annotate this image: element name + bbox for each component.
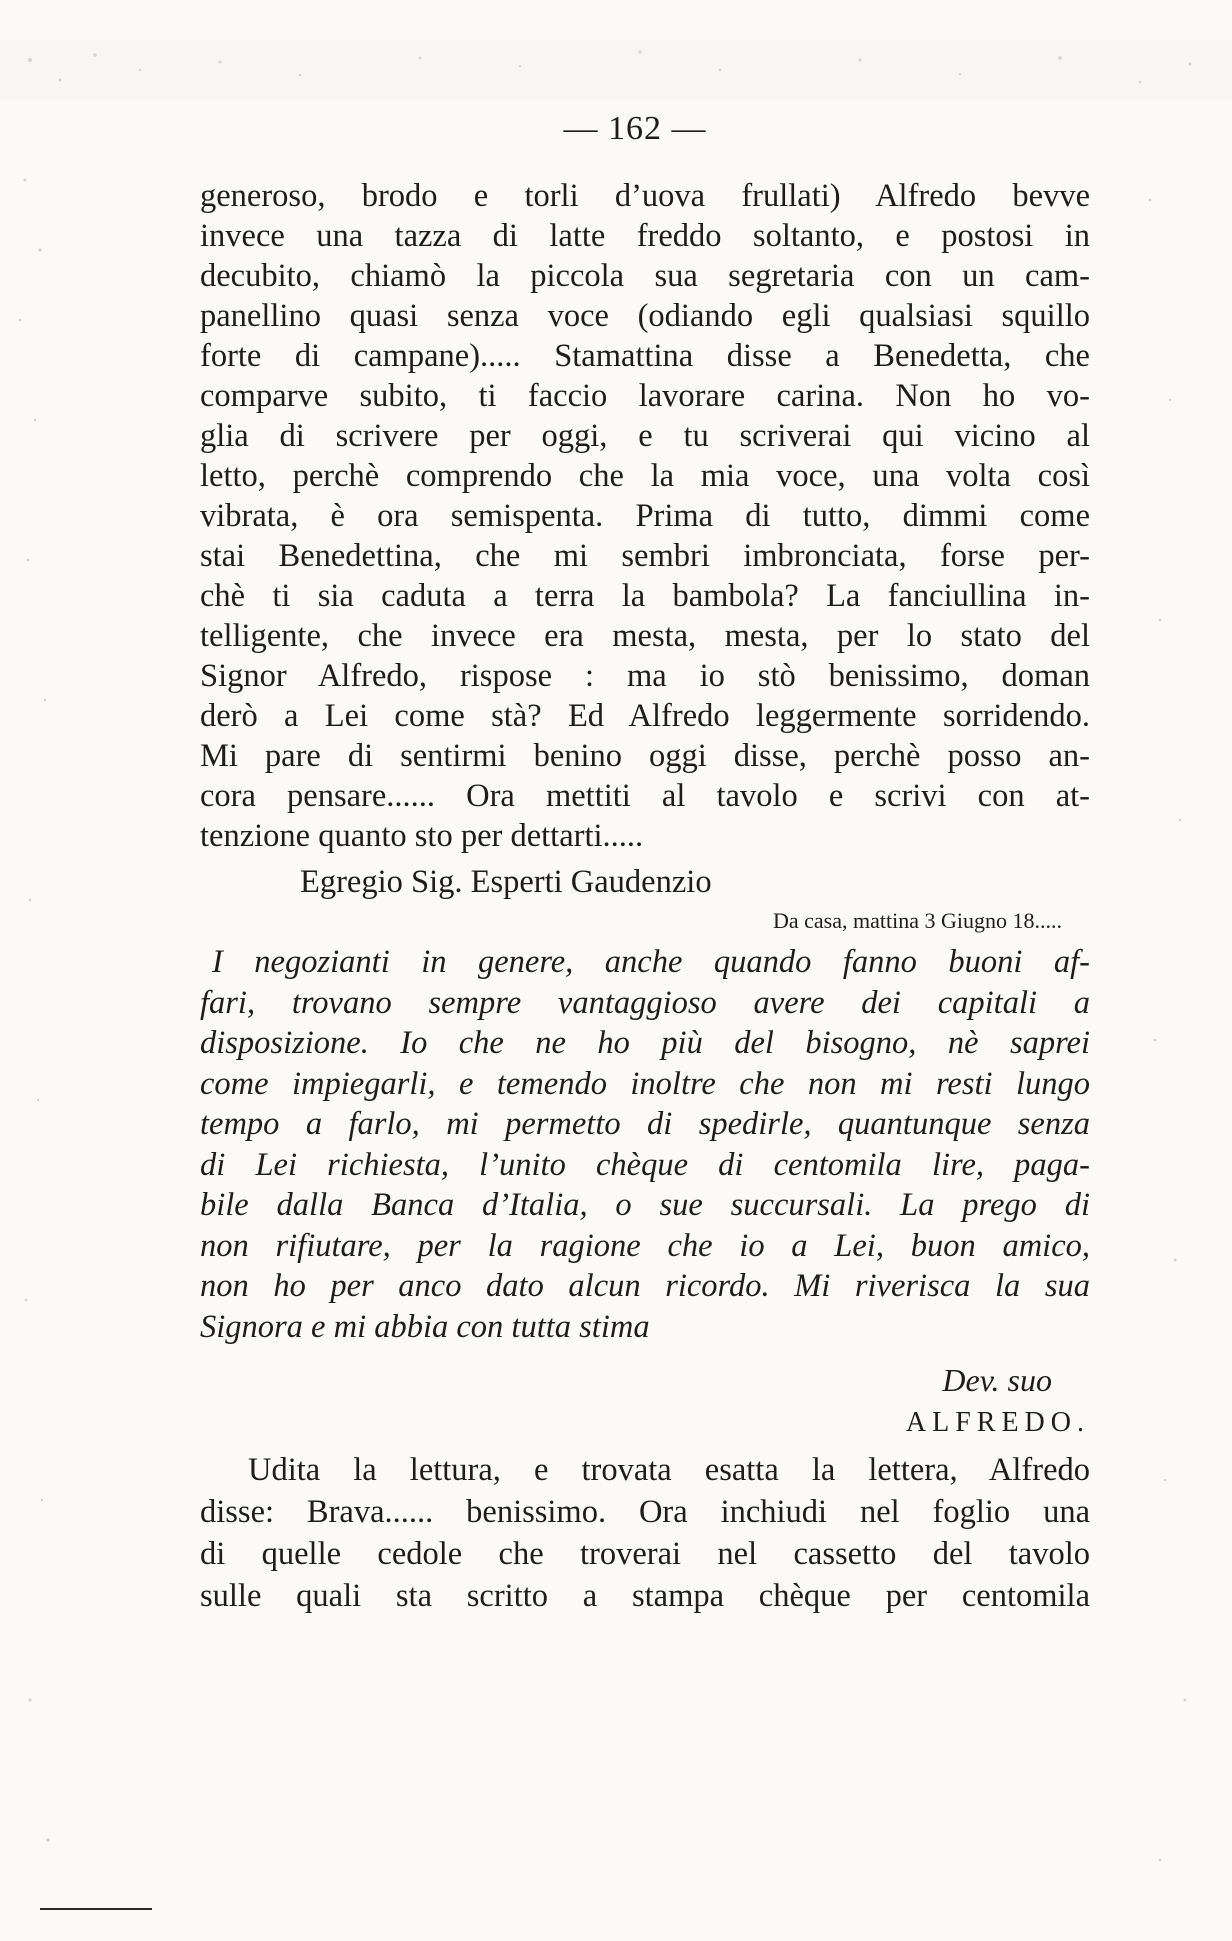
- letter-line: bile dalla Banca d’Italia, o sue succursali. La prego di: [200, 1187, 1090, 1223]
- text-line: tenzione quanto sto per dettarti.....: [200, 818, 644, 854]
- text-line: derò a Lei come stà? Ed Alfredo leggermente sorridendo.: [200, 698, 1090, 734]
- letter-line: I negozianti in genere, anche quando fanno buoni af-: [212, 944, 1090, 980]
- text-line: forte di campane)..... Stamattina disse a Benedetta, che: [200, 338, 1090, 374]
- paragraph-opening: [200, 176, 1090, 856]
- text-line: disse: Brava...... benissimo. Ora inchiudi nel foglio una: [200, 1494, 1090, 1530]
- text-line: invece una tazza di latte freddo soltanto, e postosi in: [200, 218, 1090, 254]
- text-line: letto, perchè comprendo che la mia voce, una volta così: [200, 458, 1090, 494]
- letter-line: come impiegarli, e temendo inoltre che non mi resti lungo: [200, 1065, 1090, 1102]
- text-line: di quelle cedole che troverai nel cassetto del tavolo: [200, 1536, 1090, 1572]
- letter-line: fari, trovano sempre vantaggioso avere dei capitali a: [200, 984, 1090, 1021]
- text-line: comparve subito, ti faccio lavorare carina. Non ho vo-: [200, 378, 1090, 414]
- text-line: Signor Alfredo, rispose : ma io stò benissimo, doman: [200, 658, 1090, 694]
- text-line: Udita la lettura, e trovata esatta la lettera, Alfredo: [248, 1452, 1090, 1488]
- letter-dateline: Da casa, mattina 3 Giugno 18.....: [773, 908, 1062, 933]
- text-line: generoso, brodo e torli d’uova frullati) Alfredo bevve: [200, 178, 1090, 214]
- text-line: glia di scrivere per oggi, e tu scriverai qui vicino al: [200, 418, 1090, 454]
- letter-body: [200, 942, 1090, 1347]
- text-line: chè ti sia caduta a terra la bambola? La fanciullina in-: [200, 578, 1090, 614]
- text-line: vibrata, è ora semispenta. Prima di tutto, dimmi come: [200, 498, 1090, 534]
- text-line: decubito, chiamò la piccola sua segretaria con un cam-: [200, 258, 1090, 294]
- text-line: panellino quasi senza voce (odiando egli qualsiasi squillo: [200, 298, 1090, 334]
- letter-salutation: Egregio Sig. Esperti Gaudenzio: [300, 864, 712, 900]
- text-line: telligente, che invece era mesta, mesta, per lo stato del: [200, 618, 1090, 654]
- letter-line: non ho per anco dato alcun ricordo. Mi riverisca la sua: [200, 1268, 1090, 1304]
- text-line: Mi pare di sentirmi benino oggi disse, perchè posso an-: [200, 738, 1090, 774]
- page-bottom-rule: [40, 1908, 152, 1910]
- letter-line: non rifiutare, per la ragione che io a Lei, buon amico,: [200, 1227, 1090, 1264]
- letter-signature-closing: Dev. suo: [942, 1362, 1052, 1398]
- text-line: cora pensare...... Ora mettiti al tavolo e scrivi con at-: [200, 778, 1090, 814]
- letter-line: tempo a farlo, mi permetto di spedirle, quantunque senza: [200, 1106, 1090, 1142]
- paragraph-closing: [200, 1449, 1090, 1617]
- letter-line: disposizione. Io che ne ho più del bisogno, nè saprei: [200, 1025, 1090, 1061]
- text-line: sulle quali sta scritto a stampa chèque per centomila: [200, 1578, 1090, 1614]
- letter-signature-name: ALFREDO.: [905, 1407, 1090, 1438]
- letter-line: di Lei richiesta, l’unito chèque di centomila lire, paga-: [200, 1146, 1090, 1183]
- text-line: stai Benedettina, che mi sembri imbronciata, forse per-: [200, 538, 1090, 574]
- book-page: [200, 110, 1090, 1617]
- letter-line: Signora e mi abbia con tutta stima: [200, 1308, 650, 1345]
- page-number: — 162 —: [563, 110, 707, 147]
